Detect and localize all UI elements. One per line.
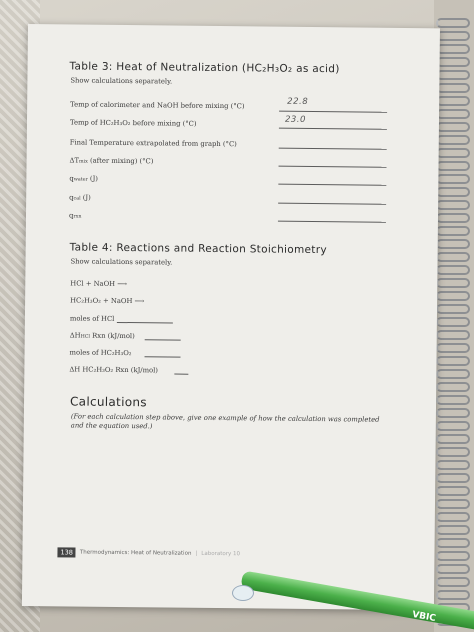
page-number: 138	[57, 547, 76, 557]
page-footer	[57, 547, 240, 559]
binder-coil	[436, 96, 470, 106]
binder-coil	[436, 551, 470, 561]
binder-coil	[436, 395, 470, 405]
answer-line[interactable]	[279, 148, 387, 150]
binder-coil	[436, 161, 470, 171]
binder-coil	[436, 187, 470, 197]
lab-manual-page	[22, 24, 440, 610]
binder-coil	[436, 174, 470, 184]
answer-line[interactable]	[279, 166, 387, 168]
binder-coil	[436, 18, 470, 28]
handwritten-value: 23.0	[284, 114, 307, 125]
binder-coil	[436, 317, 470, 327]
binder-coil	[436, 330, 470, 340]
answer-line[interactable]	[279, 128, 387, 130]
binder-coil	[436, 135, 470, 145]
binder-coil	[436, 304, 470, 314]
table4-row-label: moles of HC₂H₃O₂	[69, 348, 132, 358]
binder-coil	[436, 538, 470, 548]
binder-coil	[436, 148, 470, 158]
table3-row-label: Temp of HC₂H₃O₂ before mixing (°C)	[69, 118, 197, 128]
table3-row-label: Final Temperature extrapolated from graph (°C)	[69, 138, 237, 149]
answer-line[interactable]	[117, 322, 173, 324]
binder-coil	[436, 343, 470, 353]
binder-coil	[436, 70, 470, 80]
binder-coil	[436, 512, 470, 522]
binder-coil	[436, 447, 470, 457]
table3-row-label: ΔTmix (after mixing) (°C)	[69, 156, 154, 166]
binder-coil	[436, 499, 470, 509]
binder-coil	[436, 226, 470, 236]
binder-coil	[436, 564, 470, 574]
binder-coil	[436, 473, 470, 483]
pen-cap	[232, 585, 254, 601]
binder-coil	[436, 57, 470, 67]
binder-coil	[436, 252, 470, 262]
table4-row-label: HCl + NaOH ⟶	[70, 279, 128, 289]
binder-coil	[436, 486, 470, 496]
spiral-binding	[434, 0, 474, 632]
answer-line[interactable]	[278, 221, 386, 223]
answer-line[interactable]	[145, 356, 181, 357]
binder-coil	[436, 122, 470, 132]
binder-coil	[436, 460, 470, 470]
binder-coil	[436, 421, 470, 431]
table3-title: Table 3: Heat of Neutralization (HC₂H₃O₂ as acid)	[69, 60, 340, 76]
table3-row-label: qrxn	[68, 211, 82, 220]
footer-lab: Laboratory 10	[201, 550, 241, 558]
binder-coil	[436, 83, 470, 93]
answer-line[interactable]	[174, 374, 188, 375]
binder-coil	[436, 369, 470, 379]
binder-coil	[436, 109, 470, 119]
binder-coil	[436, 590, 470, 600]
table3-note: Show calculations separately.	[70, 76, 173, 86]
footer-separator: |	[195, 550, 198, 557]
binder-coil	[436, 200, 470, 210]
binder-coil	[436, 213, 470, 223]
binder-coil	[436, 434, 470, 444]
table4-row-label: ΔHHCl Rxn (kJ/mol)	[69, 331, 135, 341]
binder-coil	[436, 31, 470, 41]
footer-text: Thermodynamics: Heat of Neutralization	[79, 549, 192, 557]
binder-coil	[436, 408, 470, 418]
binder-coil	[436, 278, 470, 288]
answer-line[interactable]	[279, 111, 387, 113]
pen-brand: VBIC	[411, 610, 437, 624]
binder-coil	[436, 44, 470, 54]
table3-row-label: qcal (J)	[69, 193, 91, 202]
calculations-note: (For each calculation step above, give one example of how the calculation was completed and the equation used.)	[70, 412, 380, 431]
handwritten-value: 22.8	[287, 96, 309, 107]
binder-coil	[436, 577, 470, 587]
table4-title: Table 4: Reactions and Reaction Stoichiometry	[69, 241, 327, 257]
binder-coil	[436, 291, 470, 301]
binder-coil	[436, 356, 470, 366]
table4-note: Show calculations separately.	[70, 257, 173, 267]
answer-line[interactable]	[278, 203, 386, 205]
table4-row-label: moles of HCl	[69, 314, 115, 323]
binder-coil	[436, 525, 470, 535]
table3-row-label: Temp of calorimeter and NaOH before mixing (°C)	[70, 100, 245, 111]
table3-row-label: qwater (J)	[69, 174, 99, 183]
binder-coil	[436, 265, 470, 275]
binder-coil	[436, 382, 470, 392]
table4-row-label: HC₂H₃O₂ + NaOH ⟶	[70, 296, 145, 306]
binder-coil	[436, 239, 470, 249]
table4-row-label: ΔH HC₂H₃O₂ Rxn (kJ/mol)	[69, 365, 159, 375]
answer-line[interactable]	[278, 184, 386, 186]
calculations-title: Calculations	[69, 394, 147, 410]
answer-line[interactable]	[145, 339, 181, 340]
